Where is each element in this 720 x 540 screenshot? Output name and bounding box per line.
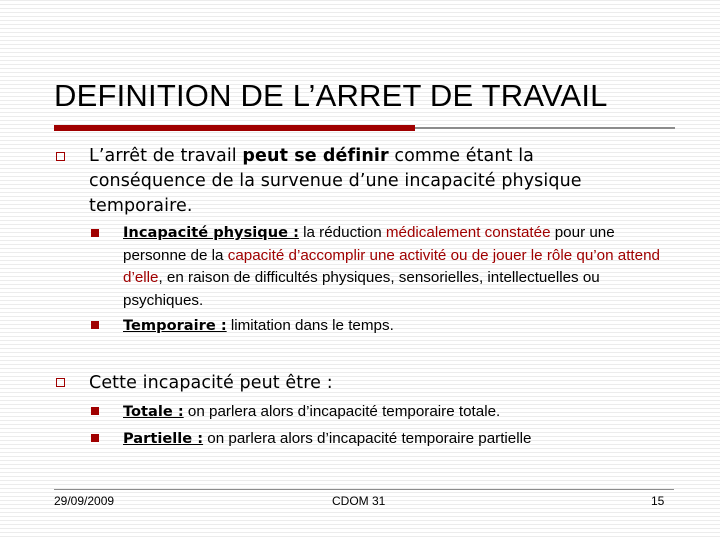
sub-bullet-temporaire: Temporaire : limitation dans le temps. <box>123 317 394 334</box>
sub-bullet-partielle: Partielle : on parlera alors d’incapacité temporaire partielle <box>123 430 532 447</box>
hollow-square-bullet-icon <box>56 378 65 387</box>
term-totale: Totale : <box>123 403 184 420</box>
bullet-incapacite-peut-etre: Cette incapacité peut être : <box>89 373 333 393</box>
bullet-line-2: conséquence de la survenue d’une incapacité physique <box>89 171 582 191</box>
title-rule-line <box>415 127 675 129</box>
emphasis-text: peut se définir <box>242 146 389 166</box>
footer-rule <box>54 489 674 490</box>
highlight-medicalement: médicalement constatée <box>385 224 551 241</box>
slide-title: DEFINITION DE L’ARRET DE TRAVAIL <box>54 78 608 113</box>
bullet-arret-definition <box>89 144 582 219</box>
highlight-capacite: capacité d’accomplir une activité ou de jouer le rôle qu’on attend d’elle <box>123 246 660 286</box>
bullet-line-3: temporaire. <box>89 196 193 216</box>
footer-date: 29/09/2009 <box>54 494 115 508</box>
filled-square-bullet-icon <box>91 407 99 415</box>
slide-number: 15 <box>651 494 665 508</box>
footer-center-text: CDOM 31 <box>332 494 386 508</box>
term-incapacite-physique: Incapacité physique : <box>123 224 299 241</box>
filled-square-bullet-icon <box>91 434 99 442</box>
hollow-square-bullet-icon <box>56 152 65 161</box>
term-temporaire: Temporaire : <box>123 317 227 334</box>
filled-square-bullet-icon <box>91 321 99 329</box>
filled-square-bullet-icon <box>91 229 99 237</box>
term-partielle: Partielle : <box>123 430 204 447</box>
sub-bullet-totale: Totale : on parlera alors d’incapacité temporaire totale. <box>123 403 501 420</box>
bullet-line-1: L’arrêt de travail peut se définir comme étant la <box>89 146 534 166</box>
sub-bullet-incapacite-physique: Incapacité physique : la réduction médicalement constatée pour une personne de la capacité d’accomplir une activité ou de jouer le rôle qu’on attend d’elle, en raison de difficultés physiques, sensorielles, intellectuelles ou psychiques. <box>123 224 660 309</box>
title-rule-accent <box>54 125 415 131</box>
